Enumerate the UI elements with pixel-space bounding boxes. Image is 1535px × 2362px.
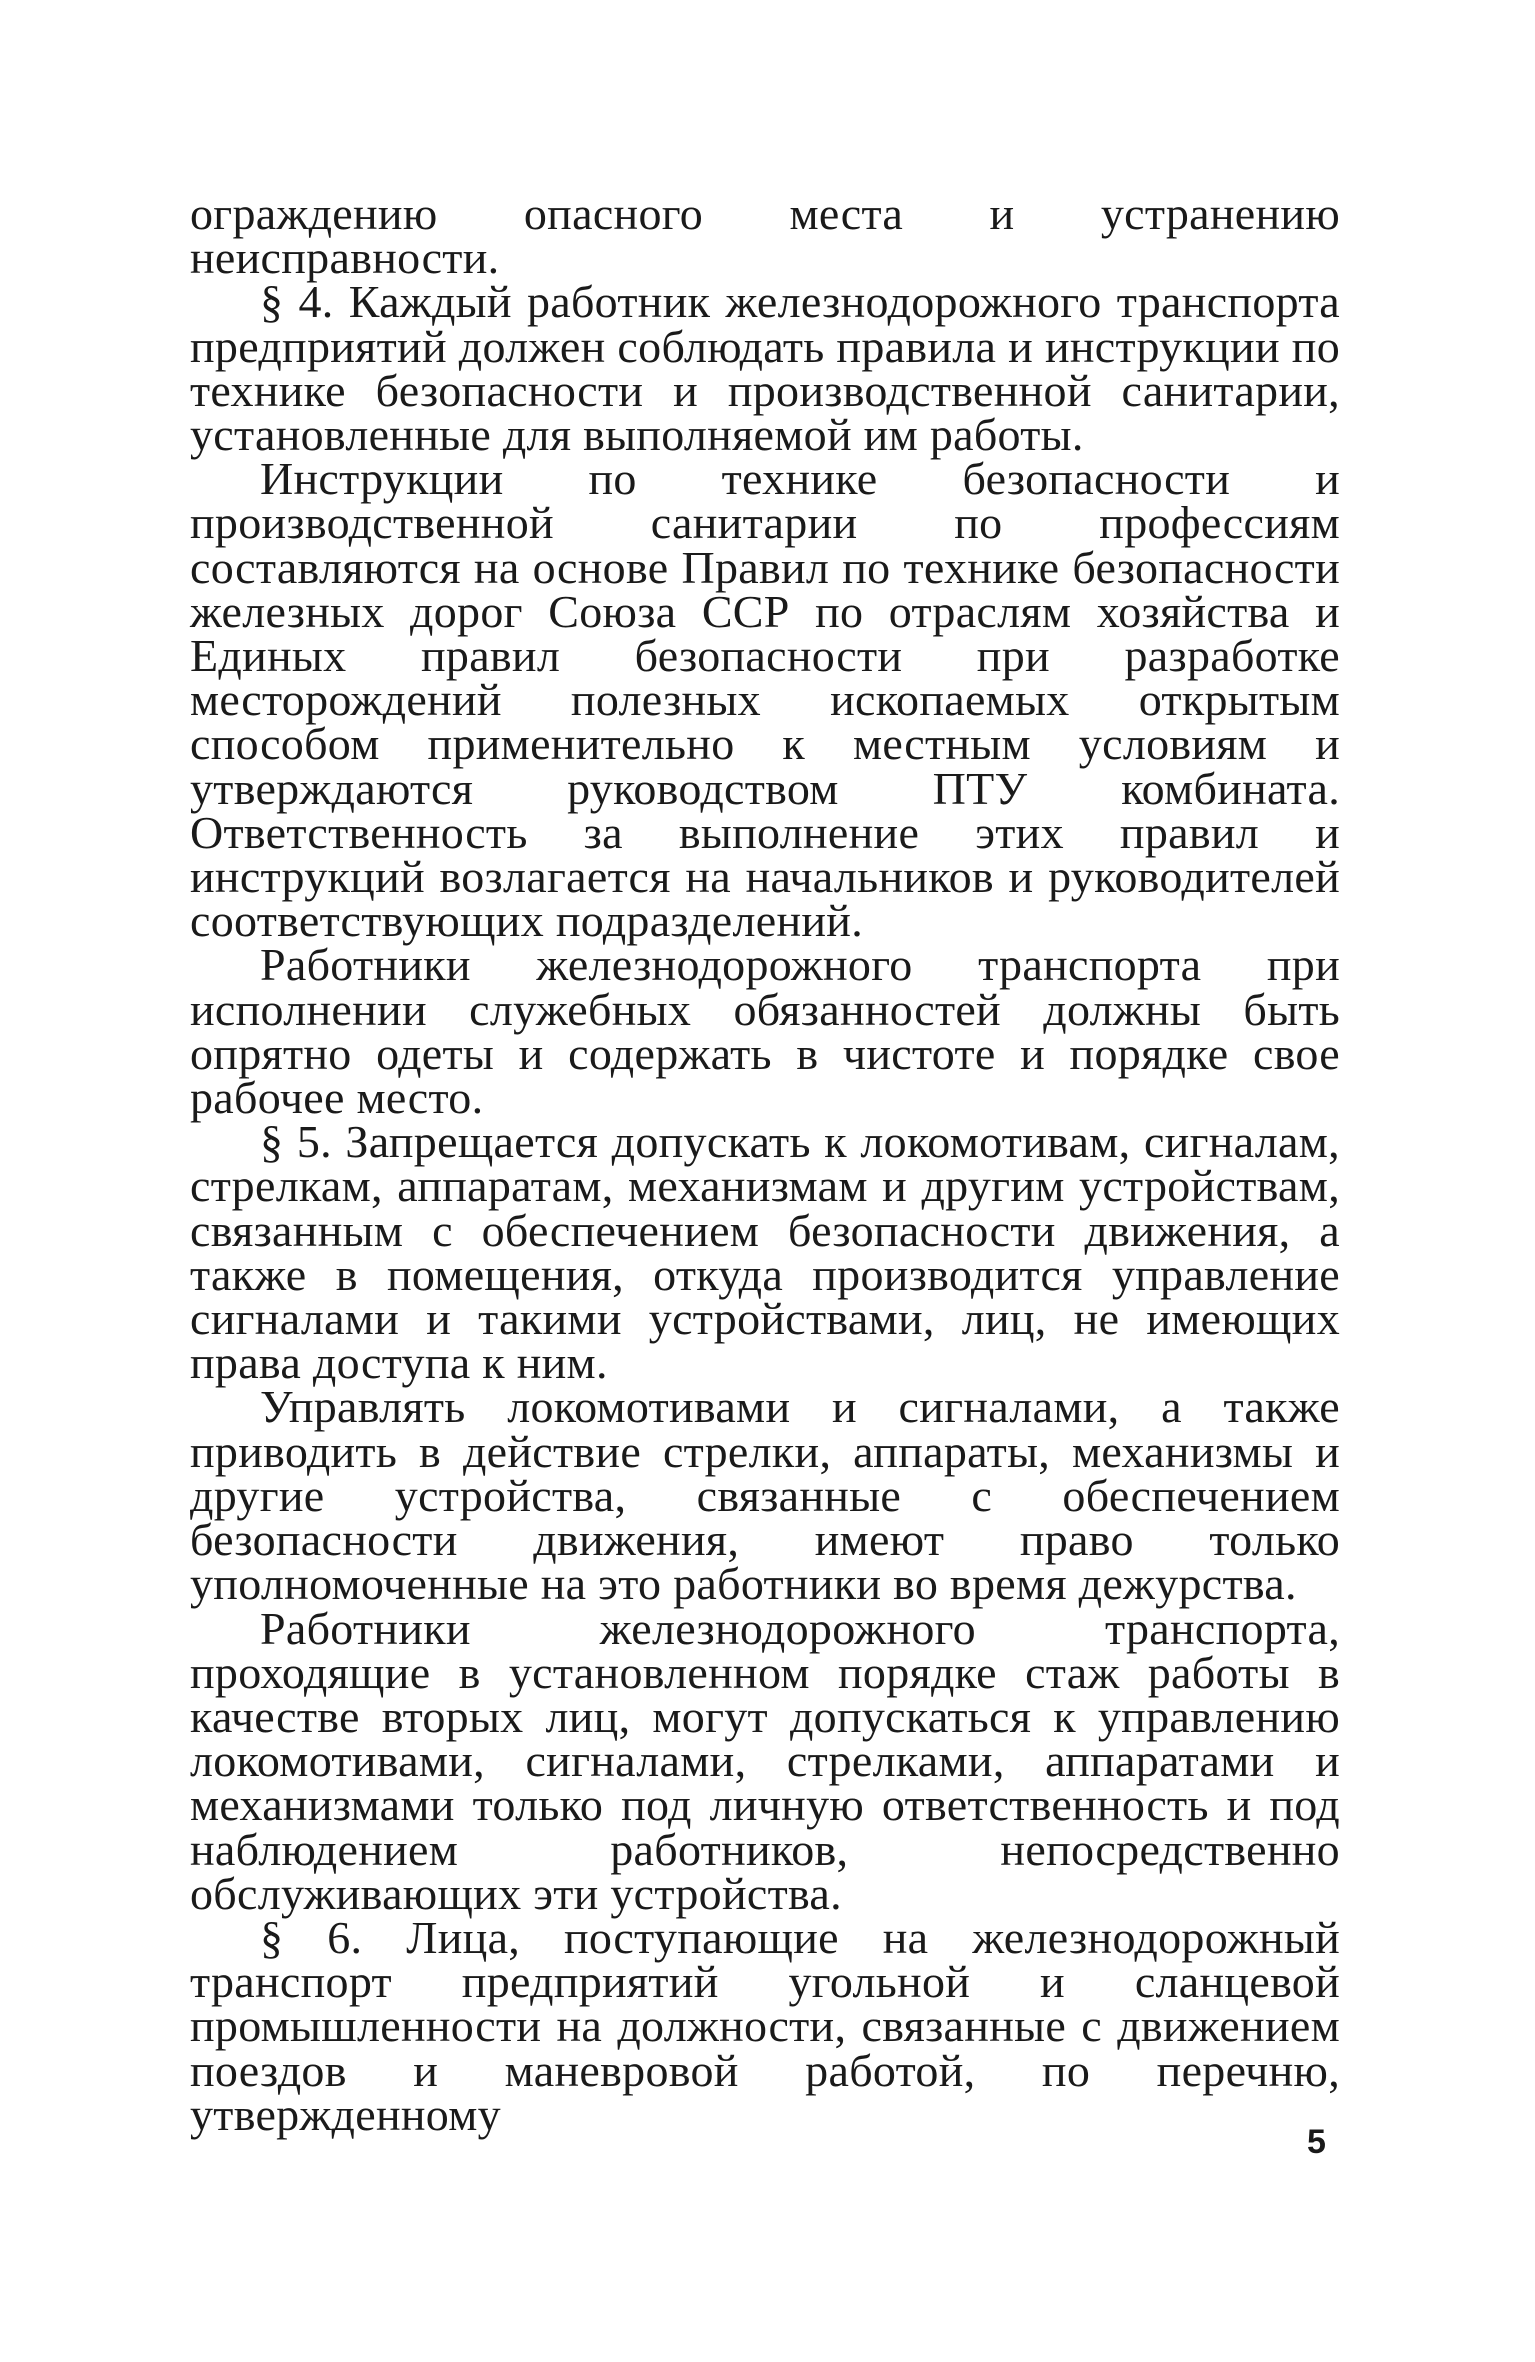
paragraph-workers-appearance: Работники железнодорожного транспорта при исполнении служебных обязанностей должны быть опрятно одеты и содержать в чистоте и порядке свое рабочее место.	[190, 939, 1340, 1124]
paragraph-second-persons: Работники железнодорожного транспорта, проходящие в установленном порядке стаж работы в качестве вторых лиц, могут допускаться к управлению локомотивами, сигналами, стрелками, аппаратами и механизмами только под личную ответственность и под наблюдением работников, непосредственно обслуживающих эти устройства.	[190, 1602, 1340, 1919]
paragraph-authorized-control: Управлять локомотивами и сигналами, а также приводить в действие стрелки, аппараты, механизмы и другие устройства, связанные с обеспечением безопасности движения, имеют право только уполномоченные на это работники во время дежурства.	[190, 1381, 1340, 1610]
paragraph-section-6: § 6. Лица, поступающие на железнодорожный транспорт предприятий угольной и сланцевой промышленности на должности, связанные с движением поездов и маневровой работой, по перечню, утвержденному	[190, 1911, 1340, 2140]
paragraph-continuation: ограждению опасного места и устранению неисправности.	[190, 188, 1340, 284]
paragraph-section-5: § 5. Запрещается допускать к локомотивам, сигналам, стрелкам, аппаратам, механизмам и другим устройствам, связанным с обеспечением безопасности движения, а также в помещения, откуда производится управление сигналами и такими устройствами, лиц, не имеющих права доступа к ним.	[190, 1116, 1340, 1389]
paragraph-section-4: § 4. Каждый работник железнодорожного транспорта предприятий должен соблюдать правила и инструкции по технике безопасности и производственной санитарии, установленные для выполняемой им работы.	[190, 276, 1340, 461]
body-text	[190, 188, 1340, 2140]
paragraph-instructions: Инструкции по технике безопасности и производственной санитарии по профессиям составляются на основе Правил по технике безопасности железных дорог Союза ССР по отраслям хозяйства и Единых правил безопасности при разработке месторождений полезных ископаемых открытым способом применительно к местным условиям и утверждаются руководством ПТУ комбината. Ответственность за выполнение этих правил и инструкций возлагается на начальников и руководителей соответствующих подразделений.	[190, 453, 1340, 947]
page-number: 5	[1307, 2123, 1326, 2161]
